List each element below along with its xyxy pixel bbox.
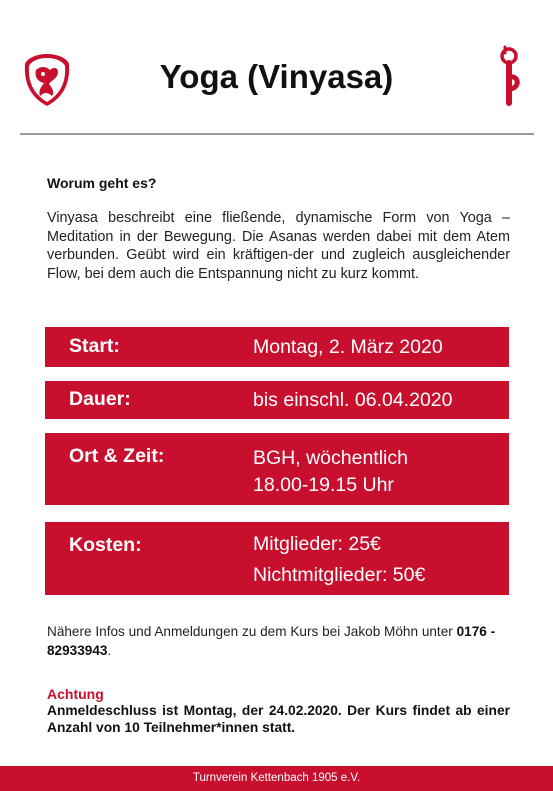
duration-value: bis einschl. 06.04.2020	[253, 389, 453, 411]
section-heading: Worum geht es?	[47, 175, 157, 191]
place-time-label: Ort & Zeit:	[69, 445, 165, 467]
place-value: BGH, wöchentlich	[253, 447, 408, 469]
start-label: Start:	[69, 335, 120, 357]
contact-phone: 0176 - 82933943	[47, 624, 496, 658]
page-title: Yoga (Vinyasa)	[159, 58, 394, 95]
cost-label: Kosten:	[69, 534, 142, 556]
start-bar	[45, 327, 509, 367]
cost-bar	[45, 522, 509, 595]
warning-title: Achtung	[47, 686, 104, 702]
warning-text: Anmeldeschluss ist Montag, der 24.02.2020. Der Kurs findet ab einer Anzahl von 10 Teilnehmer*innen statt.	[47, 703, 510, 735]
nonmember-price: Nichtmitglieder: 50€	[253, 564, 426, 586]
contact-info	[47, 622, 510, 660]
course-description: Vinyasa beschreibt eine fließende, dynamische Form von Yoga – Meditation in der Bewegung. Die Asanas werden dabei mit dem Atem verbunden. Geübt wird ein kräftigen-der und zugleich ausgleichender Flow, bei dem auch die Entspannung nicht zu kurz kommt.	[47, 210, 510, 282]
time-value: 18.00-19.15 Uhr	[253, 474, 394, 496]
footer-club-name: Turnverein Kettenbach 1905 e.V.	[0, 766, 553, 791]
start-value: Montag, 2. März 2020	[253, 336, 443, 358]
place-time-bar	[45, 433, 509, 505]
yoga-pose-icon	[496, 45, 524, 107]
duration-label: Dauer:	[69, 388, 131, 410]
member-price: Mitglieder: 25€	[253, 533, 381, 555]
contact-text: Nähere Infos und Anmeldungen zu dem Kurs bei Jakob Möhn unter	[47, 624, 453, 639]
contact-period: .	[107, 643, 112, 658]
header-divider	[20, 133, 534, 135]
duration-bar	[45, 381, 509, 419]
